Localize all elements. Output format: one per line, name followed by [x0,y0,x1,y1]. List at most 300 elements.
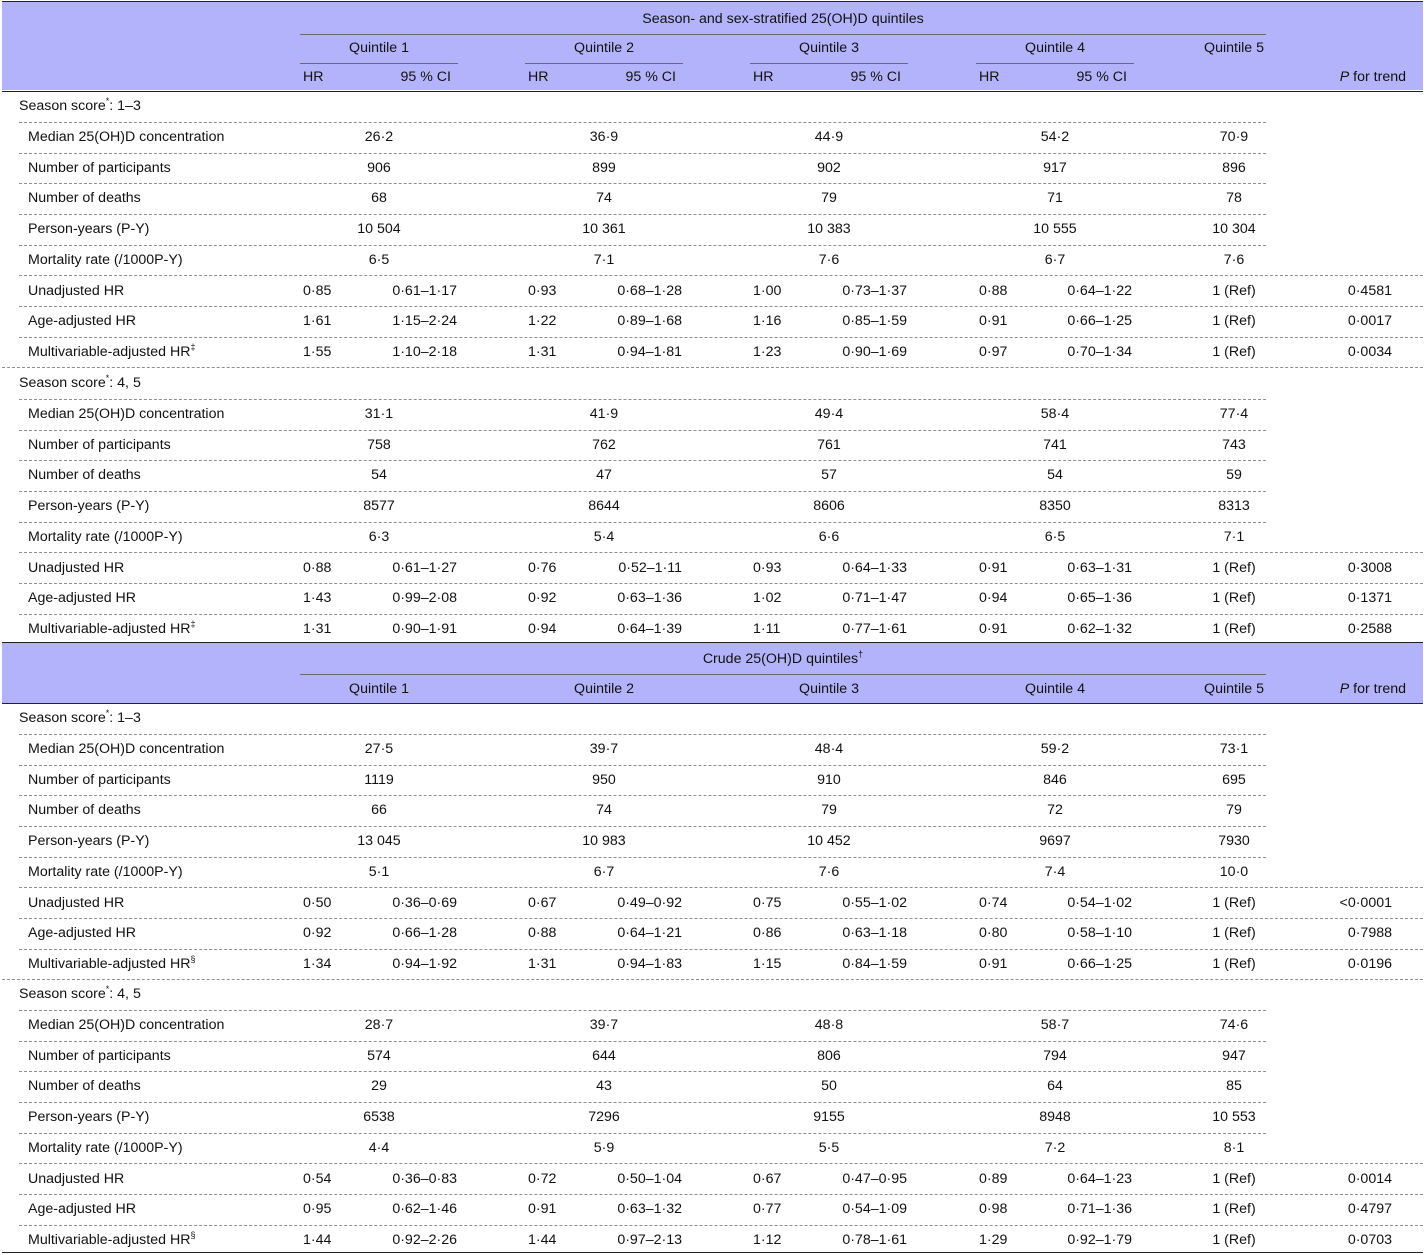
hr-value: 1·02 [753,590,782,607]
quintile-2-value: 899 [592,159,616,176]
ci-value: 0·92–2·26 [392,1231,457,1248]
hr-value: 0·86 [753,925,782,942]
quintile-2-value: 7·1 [593,251,615,268]
row-label [28,337,195,367]
table-row [0,1225,1426,1255]
hr-value: 1·31 [528,343,557,360]
ci-value: 0·73–1·37 [842,282,907,299]
row-label [28,949,195,979]
hr-value: 0·93 [753,559,782,576]
ci-value: 0·71–1·36 [1067,1201,1132,1218]
ci-value: 1·10–2·18 [392,343,457,360]
quintile-3-value: 7·6 [818,863,840,880]
table-row [0,1102,1426,1132]
quintile-2-value: 41·9 [589,406,619,422]
hr-value: 0·91 [979,559,1008,576]
quintile-4-value: 59·2 [1040,741,1070,757]
p-trend-value: 0·1371 [1347,590,1392,607]
hr-value: 0·92 [528,590,557,607]
table-row [0,765,1426,795]
quintile-2-value: 5·4 [593,528,615,545]
table-row [0,614,1426,644]
ci-value: 0·63–1·18 [842,925,907,942]
hr-value: 0·91 [979,955,1008,972]
quintile-1-value: 1119 [364,771,394,788]
reference-value: 1 (Ref) [1212,894,1256,911]
hr-header-q2: HR [528,69,549,85]
hr-value: 0·97 [979,343,1008,360]
ci-value: 0·92–1·79 [1067,1231,1132,1248]
quintile-5-value: 896 [1222,159,1246,176]
quintile-5-value: 7930 [1218,833,1250,850]
hr-value: 0·75 [753,894,782,911]
ci-value: 0·94–1·92 [392,955,457,972]
quintile-1-value: 10 504 [357,221,401,238]
top-rule [2,1,1423,2]
quintile-2-value: 950 [592,771,616,788]
row-label-text: Multivariable-adjusted HR [28,620,191,637]
row-label [28,553,124,583]
quintile-1-value: 29 [371,1078,387,1095]
quintile-4-value: 846 [1043,771,1067,788]
ci-value: 0·66–1·28 [392,925,457,942]
p-trend-value: 0·0034 [1347,343,1392,360]
ci-value: 0·63–1·31 [1067,559,1132,576]
hr-value: 1·29 [979,1231,1008,1248]
hr-value: 1·22 [528,313,557,330]
quintile-2-value: 7296 [588,1109,620,1126]
row-label: Median 25(OH)D concentration [28,741,225,757]
ci-value: 0·65–1·36 [1067,590,1132,607]
table-row [0,460,1426,490]
section-label [19,979,141,1009]
row-label: Mortality rate (/1000P-Y) [28,1139,183,1156]
quintile-4-value: 54 [1047,467,1063,484]
section-label [19,368,141,398]
quintile-2-value: 39·7 [589,1017,619,1033]
section-label [19,703,141,733]
footnote-mark: * [105,984,110,994]
row-label [28,1164,124,1194]
ci-value: 0·58–1·10 [1067,925,1132,942]
p-trend-value: 0·0017 [1347,313,1392,330]
hr-value: 0·54 [303,1170,332,1187]
quintile-3-value: 49·4 [814,406,844,422]
quintile-1-value: 6·3 [368,528,390,545]
ci-value: 0·55–1·02 [842,894,907,911]
footnote-mark: § [190,953,196,964]
row-label [28,1225,195,1255]
quintile-4-value: 54·2 [1040,129,1070,145]
hr-value: 0·98 [979,1201,1008,1218]
ci-value: 0·97–2·13 [617,1231,682,1248]
table-row [0,122,1426,152]
quintile-1-value: 6·5 [368,251,390,268]
reference-value: 1 (Ref) [1212,343,1256,360]
section-label-range: : 4, 5 [109,986,141,1002]
quintile-5-value: 73·1 [1219,741,1249,757]
quintile-2-value: 10 983 [582,833,626,850]
row-label: Person-years (P-Y) [28,1109,150,1126]
table-row [0,888,1426,918]
hr-value: 1·23 [753,343,782,360]
quintile-3-value: 761 [817,436,841,453]
table-row [0,795,1426,825]
quintile-5-value: 695 [1222,771,1246,788]
quintile-4-value: 6·5 [1044,528,1066,545]
quintile-2-value: 74 [596,802,612,819]
hr-value: 1·55 [303,343,332,360]
hr-value: 0·88 [528,925,557,942]
section-label-text: Season score [19,986,106,1002]
p-trend-value: 0·0014 [1347,1170,1392,1187]
hr-value: 0·91 [979,620,1008,637]
ci-value: 0·49–0·92 [617,894,682,911]
quintile-3-value: 48·4 [814,741,844,757]
hr-value: 0·74 [979,894,1008,911]
row-label: Mortality rate (/1000P-Y) [28,528,183,545]
quintile-3-value: 910 [817,771,841,788]
quintile-3-value: 48·8 [814,1017,844,1033]
row-label: Median 25(OH)D concentration [28,406,225,422]
p-trend-value: 0·0196 [1347,955,1392,972]
row-label [28,276,124,306]
row-label: Number of deaths [28,1078,141,1095]
quintile-5-value: 7·1 [1223,528,1245,545]
ci-value: 0·63–1·32 [617,1201,682,1218]
p-trend-value: 0·0703 [1347,1231,1392,1248]
section-header-row [0,91,1426,121]
section-label-text: Season score [19,375,106,391]
hr-value: 0·88 [979,282,1008,299]
table-row [0,583,1426,613]
ci-value: 0·64–1·39 [617,620,682,637]
quintile-3-value: 10 383 [807,221,851,238]
row-label-text: Unadjusted HR [28,282,125,299]
quintile-4-value: 71 [1047,190,1063,207]
table-row [0,1164,1426,1194]
quintile-1-value: 68 [371,190,387,207]
hr-value: 0·80 [979,925,1008,942]
quintile-1-value: 54 [371,467,387,484]
ci-value: 0·50–1·04 [617,1170,682,1187]
reference-value: 1 (Ref) [1212,559,1256,576]
ci-value: 0·54–1·09 [842,1201,907,1218]
table-row [0,399,1426,429]
row-label: Person-years (P-Y) [28,221,150,238]
quintile-2-value: 74 [596,190,612,207]
quintile-4-value: 8948 [1039,1109,1071,1126]
hr-value: 1·44 [303,1231,332,1248]
ci-value: 0·61–1·27 [392,559,457,576]
hr-value: 0·95 [303,1201,332,1218]
crude-quintile-5-header: Quintile 5 [1204,681,1264,697]
quintile-5-value: 70·9 [1219,129,1249,145]
hr-value: 1·34 [303,955,332,972]
table-row [0,306,1426,336]
row-label: Number of deaths [28,467,141,484]
hr-value: 0·67 [528,894,557,911]
table-row [0,1010,1426,1040]
ci-value: 0·94–1·83 [617,955,682,972]
quintile-5-value: 74·6 [1219,1017,1249,1033]
ci-value: 0·64–1·22 [1067,282,1132,299]
table-row [0,183,1426,213]
crude-quintile-4-header: Quintile 4 [1025,681,1085,697]
hr-header-q3: HR [753,69,774,85]
hr-value: 1·44 [528,1231,557,1248]
row-label: Mortality rate (/1000P-Y) [28,251,183,268]
row-label-text: Age-adjusted HR [28,313,137,330]
table-row [0,337,1426,367]
hr-value: 0·85 [303,282,332,299]
quintile-1-value: 28·7 [364,1017,394,1033]
footnote-mark: ‡ [190,341,196,352]
ci-header-q4: 95 % CI [1076,69,1127,85]
quintile-2-value: 47 [596,467,612,484]
footnote-mark: * [105,373,110,383]
ci-value: 0·94–1·81 [617,343,682,360]
quintile-1-value: 758 [367,436,391,453]
quintile-1-value: 27·5 [364,741,394,757]
section-label-text: Season score [19,98,106,114]
quintile-3-value: 5·5 [818,1139,840,1156]
row-label: Number of participants [28,436,171,453]
header-top-title: Season- and sex-stratified 25(OH)D quintiles [642,11,924,27]
quintile-2-value: 36·9 [589,129,619,145]
quintile-5-value: 947 [1222,1047,1246,1064]
ci-value: 0·90–1·69 [842,343,907,360]
reference-value: 1 (Ref) [1212,955,1256,972]
quintile-4-header: Quintile 4 [1025,40,1085,56]
ci-value: 0·78–1·61 [842,1231,907,1248]
footnote-mark: ‡ [190,618,196,629]
quintile-3-value: 6·6 [818,528,840,545]
ci-value: 0·84–1·59 [842,955,907,972]
row-label: Median 25(OH)D concentration [28,129,225,145]
quintile-5-value: 78 [1226,190,1242,207]
reference-value: 1 (Ref) [1212,925,1256,942]
hr-value: 0·91 [979,313,1008,330]
quintile-2-value: 5·9 [593,1139,615,1156]
ci-value: 0·36–0·69 [392,894,457,911]
hr-value: 1·31 [528,955,557,972]
quintile-1-value: 13 045 [357,833,401,850]
quintile-4-value: 7·2 [1044,1139,1066,1156]
row-label [28,918,136,948]
quintile-2-value: 762 [592,436,616,453]
p-trend-value: 0·2588 [1347,620,1392,637]
row-label-text: Unadjusted HR [28,894,125,911]
ci-value: 0·90–1·91 [392,620,457,637]
row-label [28,888,124,918]
p-trend-header-top: P for trend [1339,69,1406,85]
row-label-text: Multivariable-adjusted HR [28,343,191,360]
footnote-mark: * [105,708,110,718]
header-bottom-title: Crude 25(OH)D quintiles† [702,649,864,667]
row-label-text: Multivariable-adjusted HR [28,1231,191,1248]
row-label: Number of deaths [28,802,141,819]
section-label-text: Season score [19,710,106,726]
quintile-5-value: 10·0 [1219,863,1249,880]
quintile-1-value: 66 [371,802,387,819]
table-row [0,153,1426,183]
quintile-5-value: 79 [1226,802,1242,819]
row-label-text: Unadjusted HR [28,559,125,576]
p-trend-value: 0·3008 [1347,559,1392,576]
quintile-5-value: 7·6 [1223,251,1245,268]
quintile-3-value: 79 [821,802,837,819]
quintile-3-value: 7·6 [818,251,840,268]
quintile-4-value: 64 [1047,1078,1063,1095]
ci-value: 1·15–2·24 [392,313,457,330]
quintile-5-value: 10 553 [1212,1109,1256,1126]
quintile-3-value: 79 [821,190,837,207]
ci-value: 0·64–1·33 [842,559,907,576]
ci-value: 0·85–1·59 [842,313,907,330]
section-header-row [0,979,1426,1009]
ci-value: 0·47–0·95 [842,1170,907,1187]
reference-value: 1 (Ref) [1212,1170,1256,1187]
section-label-range: : 1–3 [109,710,141,726]
ci-header-q3: 95 % CI [850,69,901,85]
quintile-4-value: 6·7 [1044,251,1066,268]
hr-value: 0·67 [753,1170,782,1187]
quintile-4-value: 9697 [1039,833,1071,850]
ci-value: 0·66–1·25 [1067,955,1132,972]
quintile-1-value: 31·1 [364,406,394,422]
quintile-4-value: 10 555 [1033,221,1077,238]
reference-value: 1 (Ref) [1212,590,1256,607]
quintile-3-header: Quintile 3 [799,40,859,56]
quintile-2-value: 8644 [588,498,620,515]
quintile-3-value: 50 [821,1078,837,1095]
quintile-2-value: 43 [596,1078,612,1095]
quintile-3-value: 9155 [813,1109,845,1126]
section-label-range: : 4, 5 [109,375,141,391]
hr-value: 1·43 [303,590,332,607]
row-label: Person-years (P-Y) [28,833,150,850]
quintile-5-value: 8313 [1218,498,1250,515]
ci-value: 0·71–1·47 [842,590,907,607]
reference-value: 1 (Ref) [1212,1231,1256,1248]
row-label: Number of deaths [28,190,141,207]
quintile-1-value: 8577 [363,498,395,515]
hr-value: 1·11 [753,620,781,637]
quintile-2-value: 10 361 [582,221,626,238]
p-trend-value: 0·7988 [1347,925,1392,942]
row-label [28,306,136,336]
quintile-4-value: 72 [1047,802,1063,819]
ci-value: 0·62–1·46 [392,1201,457,1218]
row-label-text: Age-adjusted HR [28,590,137,607]
table-row [0,826,1426,856]
row-label-text: Age-adjusted HR [28,925,137,942]
quintile-5-value: 77·4 [1219,406,1249,422]
hr-value: 0·91 [528,1201,557,1218]
row-label: Number of participants [28,771,171,788]
ci-value: 0·52–1·11 [618,559,682,576]
quintile-5-value: 59 [1226,467,1242,484]
hr-header-q1: HR [303,69,324,85]
row-label [28,583,136,613]
table-row [0,430,1426,460]
table-row [0,276,1426,306]
hr-value: 0·50 [303,894,332,911]
hr-value: 0·77 [753,1201,782,1218]
ci-value: 0·89–1·68 [617,313,682,330]
section-label-range: : 1–3 [109,98,141,114]
table-row [0,553,1426,583]
ci-value: 0·77–1·61 [842,620,907,637]
hr-value: 1·61 [303,313,332,330]
hr-value: 1·12 [753,1231,782,1248]
hr-value: 1·15 [753,955,782,972]
section-label [19,91,141,121]
table-row [0,522,1426,552]
hr-value: 0·89 [979,1170,1008,1187]
quintile-3-value: 10 452 [807,833,851,850]
quintile-1-header: Quintile 1 [349,40,409,56]
quintile-1-value: 4·4 [368,1139,390,1156]
hr-value: 0·94 [979,590,1008,607]
quintile-4-value: 794 [1043,1047,1067,1064]
table-row [0,245,1426,275]
row-label: Mortality rate (/1000P-Y) [28,863,183,880]
p-trend-value: <0·0001 [1339,894,1392,911]
quintile-1-value: 26·2 [364,129,394,145]
quintile-1-value: 906 [367,159,391,176]
table-row [0,1041,1426,1071]
p-trend-value: 0·4581 [1347,282,1392,299]
table-row [0,1194,1426,1224]
hr-value: 1·16 [753,313,782,330]
ci-header-q1: 95 % CI [400,69,451,85]
quintile-5-value: 8·1 [1223,1139,1245,1156]
quintile-5-value: 10 304 [1212,221,1256,238]
quintile-1-value: 574 [367,1047,391,1064]
row-label: Number of participants [28,159,171,176]
section-header-row [0,368,1426,398]
quintile-5-header: Quintile 5 [1204,40,1264,56]
table-row [0,918,1426,948]
table-row [0,1133,1426,1163]
row-label: Number of participants [28,1047,171,1064]
quintile-3-value: 44·9 [814,129,844,145]
table-row [0,214,1426,244]
quintile-4-value: 8350 [1039,498,1071,515]
row-label [28,614,195,644]
ci-value: 0·68–1·28 [617,282,682,299]
quintile-5-value: 85 [1226,1078,1242,1095]
ci-value: 0·99–2·08 [392,590,457,607]
quintile-2-value: 39·7 [589,741,619,757]
ci-value: 0·63–1·36 [617,590,682,607]
ci-value: 0·61–1·17 [392,282,457,299]
ci-value: 0·62–1·32 [1067,620,1132,637]
p-trend-header-bottom: P for trend [1339,681,1406,697]
ci-value: 0·36–0·83 [392,1170,457,1187]
hr-header-q4: HR [979,69,1000,85]
hr-value: 0·76 [528,559,557,576]
reference-value: 1 (Ref) [1212,282,1256,299]
row-label: Median 25(OH)D concentration [28,1017,225,1033]
hr-value: 0·92 [303,925,332,942]
crude-quintile-2-header: Quintile 2 [574,681,634,697]
table-row [0,949,1426,979]
hr-value: 1·00 [753,282,782,299]
hr-value: 0·88 [303,559,332,576]
